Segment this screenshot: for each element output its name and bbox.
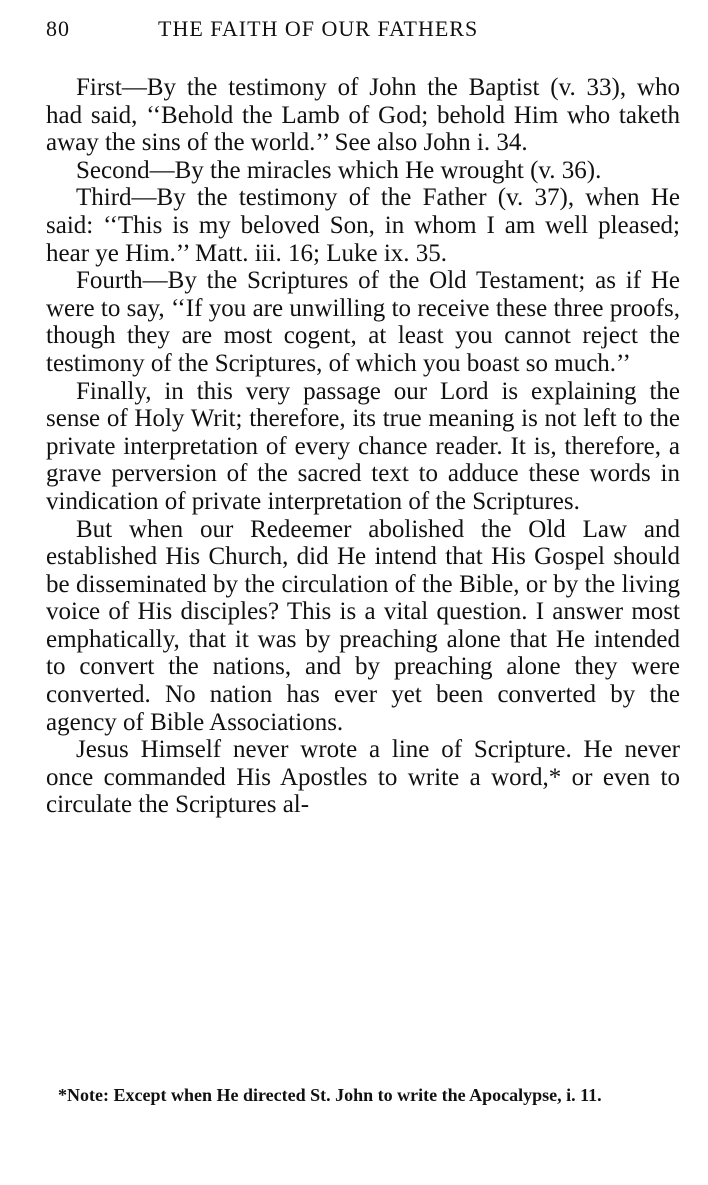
- paragraph-third: Third—By the testimony of the Father (v. 37), when He said: ‘‘This is my beloved Son, in whom I am well pleased; hear ye Him.’’ Matt. iii. 16; Luke ix. 35.: [46, 184, 680, 267]
- body-text: [46, 74, 680, 819]
- paragraph-second: Second—By the miracles which He wrought (v. 36).: [76, 156, 602, 184]
- paragraph-jesus: Jesus Himself never wrote a line of Scripture. He never once commanded His Apostles to write a word,* or even to circulate the Scriptures al-: [46, 736, 680, 819]
- page-header: [46, 14, 676, 50]
- page-number: 80: [46, 16, 70, 41]
- paragraph-finally: Finally, in this very passage our Lord is explaining the sense of Holy Writ; therefore, its true meaning is not left to the private interpretation of every chance reader. It is, therefore, a grave perversion of the sacred text to adduce these words in vindication of private interpretation of the Scriptures.: [46, 377, 680, 515]
- running-title: THE FAITH OF OUR FATHERS: [158, 16, 479, 41]
- paragraph-first: First—By the testimony of John the Baptist (v. 33), who had said, ‘‘Behold the Lamb of God; behold Him who taketh away the sins of the world.’’ See also John i. 34.: [46, 74, 680, 157]
- paragraph-redeemer: But when our Redeemer abolished the Old Law and established His Church, did He intend that His Gospel should be disseminated by the circulation of the Bible, or by the living voice of His disciples? This is a vital question. I answer most emphatically, that it was by preaching alone that He intended to convert the nations, and by preaching alone they were converted. No nation has ever yet been converted by the agency of Bible Associations.: [46, 515, 680, 736]
- footnote: *Note: Except when He directed St. John to write the Apocalypse, i. 11.: [58, 1085, 602, 1105]
- paragraph-fourth: Fourth—By the Scriptures of the Old Testament; as if He were to say, ‘‘If you are unwilling to receive these three proofs, though they are most cogent, at least you cannot reject the testimony of the Scriptures, of which you boast so much.’’: [46, 267, 680, 377]
